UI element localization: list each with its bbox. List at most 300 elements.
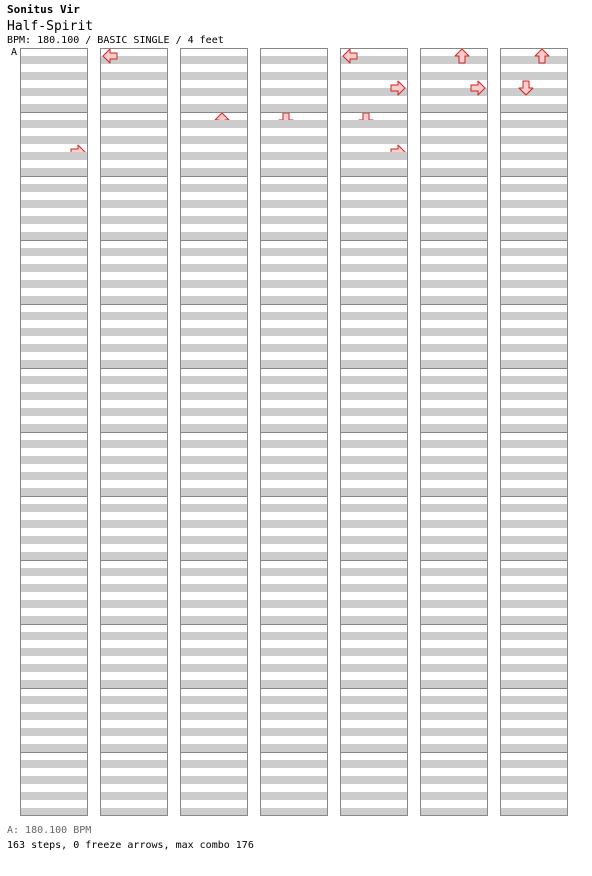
beat-stripe xyxy=(100,408,168,416)
beat-stripe xyxy=(420,376,488,384)
measure xyxy=(420,49,488,113)
beat-stripe xyxy=(340,728,408,736)
beat-stripe xyxy=(260,680,328,688)
beat-stripe xyxy=(100,712,168,720)
measure xyxy=(340,625,408,689)
beat-stripe xyxy=(500,200,568,208)
beat-stripe xyxy=(340,776,408,784)
beat-stripe xyxy=(260,136,328,144)
measure xyxy=(340,305,408,369)
beat-stripe xyxy=(340,264,408,272)
beat-stripe xyxy=(500,248,568,256)
section-marker: A xyxy=(11,47,18,58)
beat-stripe xyxy=(180,488,248,496)
beat-stripe xyxy=(20,312,88,320)
beat-stripe xyxy=(340,120,408,128)
beat-stripe xyxy=(180,56,248,64)
beat-stripe xyxy=(100,72,168,80)
beat-stripe xyxy=(420,440,488,448)
beat-stripe xyxy=(20,664,88,672)
beat-stripe xyxy=(260,56,328,64)
beat-stripe xyxy=(260,200,328,208)
measure xyxy=(260,369,328,433)
beat-stripe xyxy=(180,424,248,432)
artist-name: Sonitus Vir xyxy=(7,3,80,16)
beat-stripe xyxy=(420,728,488,736)
beat-stripe xyxy=(340,568,408,576)
beat-stripe xyxy=(100,184,168,192)
beat-stripe xyxy=(340,616,408,624)
beat-stripe xyxy=(500,760,568,768)
beat-stripe xyxy=(340,344,408,352)
beat-stripe xyxy=(180,120,248,128)
beat-stripe xyxy=(100,168,168,176)
beat-stripe xyxy=(500,232,568,240)
beat-stripe xyxy=(180,152,248,160)
beat-stripe xyxy=(340,552,408,560)
beat-stripe xyxy=(260,248,328,256)
beat-stripe xyxy=(20,168,88,176)
beat-stripe xyxy=(340,312,408,320)
measure xyxy=(260,561,328,625)
beat-stripe xyxy=(260,120,328,128)
beat-stripe xyxy=(260,104,328,112)
beat-stripe xyxy=(180,696,248,704)
measure xyxy=(20,113,88,177)
beat-stripe xyxy=(260,456,328,464)
measure xyxy=(180,497,248,561)
beat-stripe xyxy=(420,152,488,160)
beat-stripe xyxy=(500,728,568,736)
measure xyxy=(340,753,408,817)
beat-stripe xyxy=(180,376,248,384)
bpm-summary: A: 180.100 BPM xyxy=(7,825,92,836)
beat-stripe xyxy=(260,712,328,720)
beat-stripe xyxy=(260,232,328,240)
beat-stripe xyxy=(100,392,168,400)
beat-stripe xyxy=(20,760,88,768)
beat-stripe xyxy=(420,664,488,672)
measure xyxy=(500,561,568,625)
beat-stripe xyxy=(260,552,328,560)
chart-column xyxy=(20,49,88,817)
beat-stripe xyxy=(100,312,168,320)
measure xyxy=(100,49,168,113)
beat-stripe xyxy=(340,104,408,112)
beat-stripe xyxy=(420,600,488,608)
beat-stripe xyxy=(20,88,88,96)
beat-stripe xyxy=(180,760,248,768)
beat-stripe xyxy=(100,136,168,144)
measure xyxy=(340,433,408,497)
beat-stripe xyxy=(20,536,88,544)
beat-stripe xyxy=(20,680,88,688)
beat-stripe xyxy=(100,248,168,256)
measure xyxy=(180,49,248,128)
beat-stripe xyxy=(20,776,88,784)
beat-stripe xyxy=(260,72,328,80)
beat-stripe xyxy=(20,456,88,464)
beat-stripe xyxy=(20,568,88,576)
beat-stripe xyxy=(20,120,88,128)
measure xyxy=(20,497,88,561)
beat-stripe xyxy=(20,520,88,528)
beat-stripe xyxy=(100,232,168,240)
beat-stripe xyxy=(500,632,568,640)
beat-stripe xyxy=(340,584,408,592)
beat-stripe xyxy=(180,632,248,640)
measure xyxy=(100,497,168,561)
chart-column xyxy=(260,49,328,817)
beat-stripe xyxy=(260,168,328,176)
beat-stripe xyxy=(100,360,168,368)
measure xyxy=(100,433,168,497)
measure xyxy=(180,561,248,625)
measure xyxy=(260,113,328,177)
beat-stripe xyxy=(340,200,408,208)
measure xyxy=(420,625,488,689)
beat-stripe xyxy=(260,440,328,448)
beat-stripe xyxy=(20,136,88,144)
chart-info: BPM: 180.100 / BASIC SINGLE / 4 feet xyxy=(7,35,224,46)
beat-stripe xyxy=(100,792,168,800)
beat-stripe xyxy=(100,760,168,768)
beat-stripe xyxy=(500,616,568,624)
beat-stripe xyxy=(420,408,488,416)
beat-stripe xyxy=(420,776,488,784)
beat-stripe xyxy=(420,536,488,544)
beat-stripe xyxy=(340,232,408,240)
beat-stripe xyxy=(500,296,568,304)
beat-stripe xyxy=(20,440,88,448)
beat-stripe xyxy=(20,712,88,720)
beat-stripe xyxy=(100,744,168,752)
beat-stripe xyxy=(500,792,568,800)
beat-stripe xyxy=(500,456,568,464)
beat-stripe xyxy=(20,696,88,704)
measure xyxy=(20,241,88,305)
measure xyxy=(180,625,248,689)
beat-stripe xyxy=(420,360,488,368)
measure xyxy=(20,689,88,753)
beat-stripe xyxy=(420,632,488,640)
beat-stripe xyxy=(100,536,168,544)
beat-stripe xyxy=(20,56,88,64)
beat-stripe xyxy=(20,408,88,416)
beat-stripe xyxy=(180,456,248,464)
beat-stripe xyxy=(500,360,568,368)
beat-stripe xyxy=(420,552,488,560)
beat-stripe xyxy=(340,280,408,288)
beat-stripe xyxy=(100,120,168,128)
beat-stripe xyxy=(20,552,88,560)
measure xyxy=(20,433,88,497)
beat-stripe xyxy=(180,728,248,736)
beat-stripe xyxy=(420,248,488,256)
beat-stripe xyxy=(500,680,568,688)
beat-stripe xyxy=(500,56,568,64)
beat-stripe xyxy=(420,792,488,800)
beat-stripe xyxy=(500,136,568,144)
beat-stripe xyxy=(20,632,88,640)
beat-stripe xyxy=(500,168,568,176)
beat-stripe xyxy=(500,584,568,592)
beat-stripe xyxy=(340,456,408,464)
beat-stripe xyxy=(420,392,488,400)
beat-stripe xyxy=(100,776,168,784)
beat-stripe xyxy=(340,488,408,496)
beat-stripe xyxy=(420,472,488,480)
beat-stripe xyxy=(260,264,328,272)
beat-stripe xyxy=(420,264,488,272)
beat-stripe xyxy=(340,424,408,432)
beat-stripe xyxy=(100,424,168,432)
beat-stripe xyxy=(420,456,488,464)
beat-stripe xyxy=(340,472,408,480)
measure xyxy=(500,49,568,113)
beat-stripe xyxy=(180,328,248,336)
beat-stripe xyxy=(180,792,248,800)
beat-stripe xyxy=(420,808,488,816)
beat-stripe xyxy=(500,344,568,352)
beat-stripe xyxy=(500,424,568,432)
beat-stripe xyxy=(340,808,408,816)
measure xyxy=(180,689,248,753)
measure xyxy=(20,753,88,817)
beat-stripe xyxy=(340,536,408,544)
beat-stripe xyxy=(420,56,488,64)
measure xyxy=(500,753,568,817)
beat-stripe xyxy=(420,216,488,224)
beat-stripe xyxy=(100,328,168,336)
beat-stripe xyxy=(260,808,328,816)
beat-stripe xyxy=(180,88,248,96)
beat-stripe xyxy=(260,312,328,320)
beat-stripe xyxy=(500,504,568,512)
measure xyxy=(180,305,248,369)
beat-stripe xyxy=(500,568,568,576)
beat-stripe xyxy=(340,440,408,448)
beat-stripe xyxy=(340,760,408,768)
measure xyxy=(180,753,248,817)
measure xyxy=(500,113,568,177)
measure xyxy=(420,177,488,241)
song-title: Half-Spirit xyxy=(7,19,94,34)
beat-stripe xyxy=(100,296,168,304)
beat-stripe xyxy=(180,200,248,208)
beat-stripe xyxy=(180,232,248,240)
beat-stripe xyxy=(260,152,328,160)
beat-stripe xyxy=(340,792,408,800)
measure xyxy=(500,689,568,753)
measure xyxy=(260,49,328,128)
measure xyxy=(420,561,488,625)
measure xyxy=(20,369,88,433)
beat-stripe xyxy=(500,664,568,672)
beat-stripe xyxy=(100,664,168,672)
beat-stripe xyxy=(20,296,88,304)
beat-stripe xyxy=(340,744,408,752)
beat-stripe xyxy=(340,136,408,144)
beat-stripe xyxy=(100,728,168,736)
beat-stripe xyxy=(340,648,408,656)
beat-stripe xyxy=(100,376,168,384)
beat-stripe xyxy=(420,616,488,624)
beat-stripe xyxy=(340,696,408,704)
beat-stripe xyxy=(500,88,568,96)
beat-stripe xyxy=(420,680,488,688)
beat-stripe xyxy=(180,472,248,480)
measure xyxy=(340,241,408,305)
beat-stripe xyxy=(260,472,328,480)
beat-stripe xyxy=(420,296,488,304)
measure xyxy=(500,177,568,241)
beat-stripe xyxy=(20,216,88,224)
measure xyxy=(180,241,248,305)
beat-stripe xyxy=(500,184,568,192)
beat-stripe xyxy=(420,520,488,528)
beat-stripe xyxy=(340,360,408,368)
beat-stripe xyxy=(340,376,408,384)
beat-stripe xyxy=(180,536,248,544)
beat-stripe xyxy=(500,408,568,416)
measure xyxy=(100,561,168,625)
beat-stripe xyxy=(420,760,488,768)
beat-stripe xyxy=(420,328,488,336)
beat-stripe xyxy=(260,648,328,656)
beat-stripe xyxy=(500,472,568,480)
chart-column xyxy=(500,49,568,817)
beat-stripe xyxy=(20,344,88,352)
beat-stripe xyxy=(340,664,408,672)
beat-stripe xyxy=(100,696,168,704)
beat-stripe xyxy=(20,744,88,752)
beat-stripe xyxy=(420,72,488,80)
beat-stripe xyxy=(20,264,88,272)
beat-stripe xyxy=(180,552,248,560)
beat-stripe xyxy=(420,184,488,192)
beat-stripe xyxy=(500,216,568,224)
beat-stripe xyxy=(340,328,408,336)
beat-stripe xyxy=(20,600,88,608)
beat-stripe xyxy=(260,616,328,624)
beat-stripe xyxy=(420,488,488,496)
beat-stripe xyxy=(340,680,408,688)
beat-stripe xyxy=(420,648,488,656)
beat-stripe xyxy=(180,280,248,288)
measure xyxy=(180,113,248,177)
beat-stripe xyxy=(100,568,168,576)
beat-stripe xyxy=(500,520,568,528)
measure xyxy=(100,241,168,305)
beat-stripe xyxy=(100,216,168,224)
beat-stripe xyxy=(260,424,328,432)
beat-stripe xyxy=(500,376,568,384)
beat-stripe xyxy=(340,248,408,256)
beat-stripe xyxy=(180,312,248,320)
measure xyxy=(100,113,168,177)
beat-stripe xyxy=(180,712,248,720)
beat-stripe xyxy=(260,392,328,400)
measure xyxy=(100,177,168,241)
beat-stripe xyxy=(420,696,488,704)
beat-stripe xyxy=(340,216,408,224)
measure xyxy=(340,689,408,753)
measure xyxy=(340,177,408,241)
beat-stripe xyxy=(180,408,248,416)
beat-stripe xyxy=(100,584,168,592)
beat-stripe xyxy=(500,104,568,112)
beat-stripe xyxy=(20,648,88,656)
beat-stripe xyxy=(260,504,328,512)
beat-stripe xyxy=(100,200,168,208)
measure xyxy=(260,625,328,689)
beat-stripe xyxy=(260,696,328,704)
measure xyxy=(500,369,568,433)
measure xyxy=(20,305,88,369)
beat-stripe xyxy=(500,72,568,80)
beat-stripe xyxy=(260,520,328,528)
measure xyxy=(420,241,488,305)
beat-stripe xyxy=(420,312,488,320)
beat-stripe xyxy=(340,184,408,192)
measure xyxy=(260,433,328,497)
beat-stripe xyxy=(260,536,328,544)
beat-stripe xyxy=(260,776,328,784)
beat-stripe xyxy=(20,152,88,160)
beat-stripe xyxy=(260,728,328,736)
beat-stripe xyxy=(340,504,408,512)
beat-stripe xyxy=(180,520,248,528)
measure xyxy=(420,369,488,433)
beat-stripe xyxy=(20,72,88,80)
measure xyxy=(20,561,88,625)
beat-stripe xyxy=(260,488,328,496)
measure xyxy=(340,497,408,561)
beat-stripe xyxy=(340,712,408,720)
beat-stripe xyxy=(100,616,168,624)
beat-stripe xyxy=(20,360,88,368)
beat-stripe xyxy=(340,72,408,80)
beat-stripe xyxy=(20,504,88,512)
beat-stripe xyxy=(500,392,568,400)
beat-stripe xyxy=(20,472,88,480)
beat-stripe xyxy=(500,120,568,128)
beat-stripe xyxy=(340,392,408,400)
beat-stripe xyxy=(180,808,248,816)
beat-stripe xyxy=(100,648,168,656)
measure xyxy=(20,177,88,241)
beat-stripe xyxy=(260,792,328,800)
measure xyxy=(340,113,408,177)
beat-stripe xyxy=(20,376,88,384)
chart-column xyxy=(340,49,408,817)
measure xyxy=(500,625,568,689)
step-stats: 163 steps, 0 freeze arrows, max combo 176 xyxy=(7,840,254,851)
beat-stripe xyxy=(100,344,168,352)
beat-stripe xyxy=(20,392,88,400)
beat-stripe xyxy=(420,712,488,720)
beat-stripe xyxy=(100,440,168,448)
chart-column xyxy=(180,49,248,817)
measure xyxy=(180,177,248,241)
beat-stripe xyxy=(100,488,168,496)
measure xyxy=(100,689,168,753)
measure xyxy=(100,369,168,433)
beat-stripe xyxy=(180,104,248,112)
beat-stripe xyxy=(260,88,328,96)
beat-stripe xyxy=(180,744,248,752)
